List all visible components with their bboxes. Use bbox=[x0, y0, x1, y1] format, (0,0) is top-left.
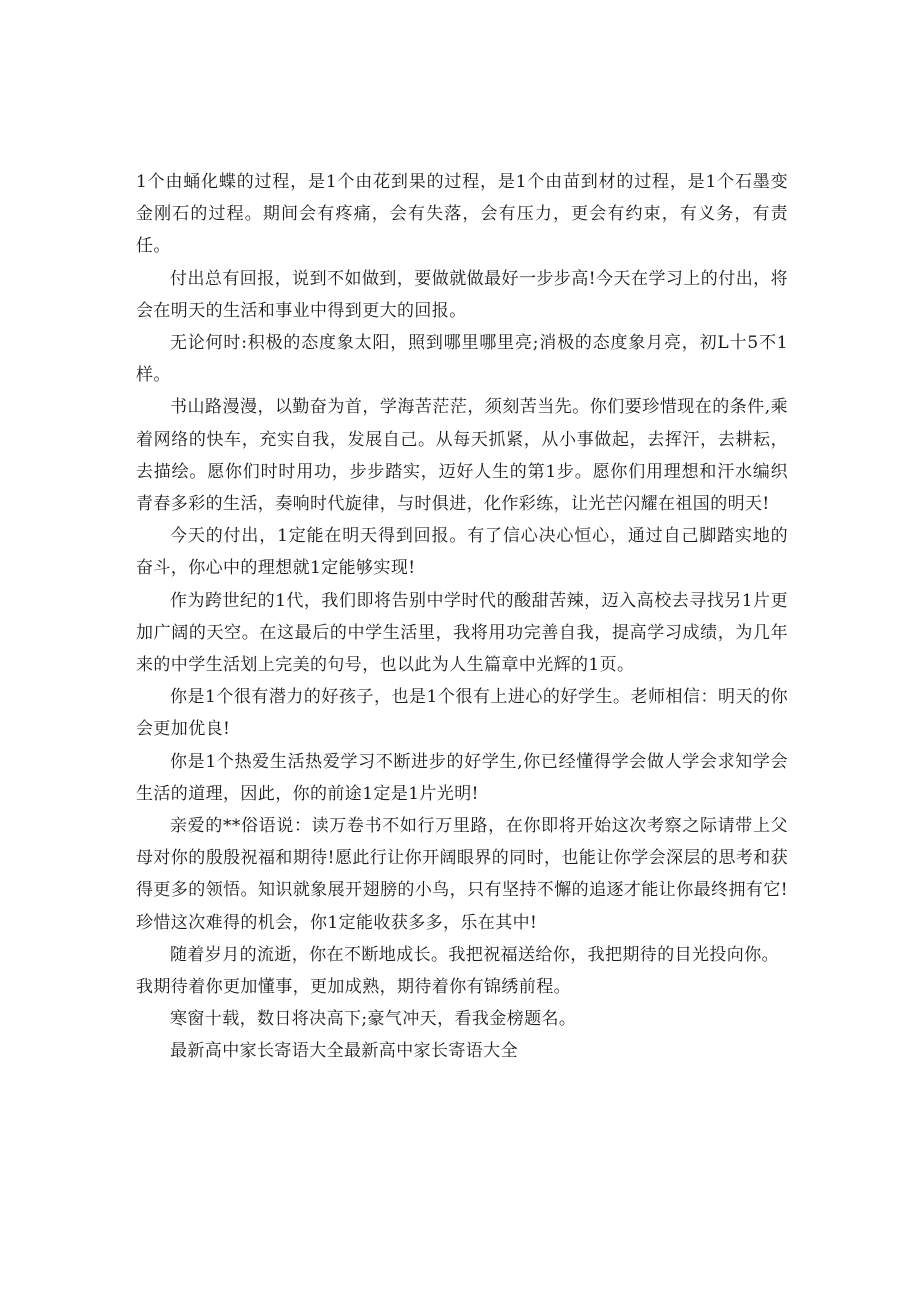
paragraph-6: 作为跨世纪的1代，我们即将告别中学时代的酸甜苦辣，迈入高校去寻找另1片更加广阔的天空。在这最后的中学生活里，我将用功完善自我，提高学习成绩，为几年来的中学生活划上完美的句号，也以此为人生篇章中光辉的1页。 bbox=[136, 590, 788, 676]
paragraph-12: 寒窗十载，数日将决高下;豪气冲天，看我金榜题名。 bbox=[170, 1009, 577, 1030]
paragraph-13: 最新高中家长寄语大全最新高中家长寄语大全 bbox=[170, 1041, 518, 1062]
paragraph-5: 今天的付出，1定能在明天得到回报。有了信心决心恒心，通过自己脚踏实地的奋斗，你心中的理想就1定能够实现! bbox=[136, 526, 788, 579]
paragraph-2: 付出总有回报，说到不如做到，要做就做最好一步步高!今天在学习上的付出，将会在明天的生活和事业中得到更大的回报。 bbox=[136, 268, 788, 321]
paragraph-3: 无论何时:积极的态度象太阳，照到哪里哪里亮;消极的态度象月亮，初L十5不1样。 bbox=[136, 333, 788, 386]
paragraph-1: 1个由蛹化蝶的过程，是1个由花到果的过程，是1个由苗到材的过程，是1个石墨变金刚石的过程。期间会有疼痛，会有失落，会有压力，更会有约束，有义务，有责任。 bbox=[136, 172, 788, 257]
paragraph-9: 亲爱的**俗语说：读万卷书不如行万里路，在你即将开始这次考察之际请带上父母对你的殷殷祝福和期待!愿此行让你开阔眼界的同时，也能让你学会深层的思考和获得更多的领悟。知识就象展开翅膀的小鸟，只有坚持不懈的追逐才能让你最终拥有它!珍惜这次难得的机会，你1定能收获多多，乐在其中! bbox=[136, 816, 788, 933]
paragraph-4: 书山路漫漫，以勤奋为首，学海苦茫茫，须刻苦当先。你们要珍惜现在的条件,乘着网络的快车，充实自我，发展自己。从每天抓紧，从小事做起，去挥汗，去耕耘，去描绘。愿你们时时用功，步步踏实，迈好人生的第1步。愿你们用理想和汗水编织青春多彩的生活，奏响时代旋律，与时俱进，化作彩练，让光芒闪耀在祖国的明天! bbox=[136, 397, 788, 515]
paragraph-7: 你是1个很有潜力的好孩子，也是1个很有上进心的好学生。老师相信：明天的你会更加优良! bbox=[136, 687, 788, 740]
paragraph-8: 你是1个热爱生活热爱学习不断进步的好学生,你已经懂得学会做人学会求知学会生活的道理，因此，你的前途1定是1片光明! bbox=[136, 751, 788, 804]
paragraph-10: 随着岁月的流逝，你在不断地成长。我把祝福送给你，我把期待的目光投向你。 bbox=[170, 944, 779, 965]
document-body bbox=[136, 166, 788, 1068]
paragraph-11: 我期待着你更加懂事，更加成熟，期待着你有锦绣前程。 bbox=[136, 977, 571, 998]
